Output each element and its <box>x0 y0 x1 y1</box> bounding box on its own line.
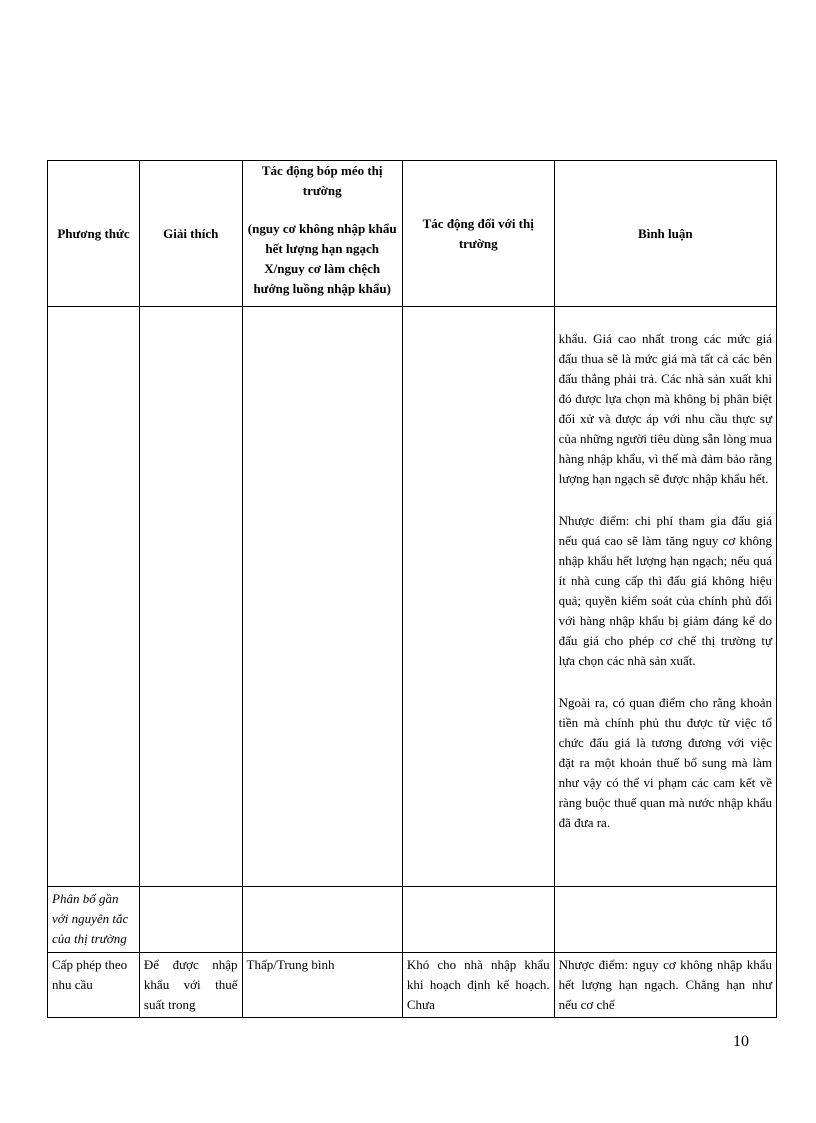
section-empty-cell <box>402 887 554 953</box>
continued-explanation-cell <box>139 307 242 887</box>
continued-distortion-cell <box>242 307 402 887</box>
last-explanation-cell: Để được nhập khẩu với thuế suất trong <box>139 953 242 1018</box>
header-distortion-title: Tác động bóp méo thị trường <box>261 163 383 198</box>
continued-market-impact-cell <box>402 307 554 887</box>
last-market-impact-cell: Khó cho nhà nhập khẩu khi hoạch định kế hoạch. Chưa <box>402 953 554 1018</box>
header-row <box>48 161 777 307</box>
header-method: Phương thức <box>48 161 140 307</box>
section-empty-cell <box>139 887 242 953</box>
section-empty-cell <box>242 887 402 953</box>
continued-row <box>48 307 777 887</box>
section-empty-cell <box>554 887 776 953</box>
section-row <box>48 887 777 953</box>
page-number: 10 <box>733 1033 749 1050</box>
policy-table <box>47 160 777 1018</box>
header-distortion <box>242 161 402 307</box>
continued-comment-cell <box>554 307 776 887</box>
header-comment: Bình luận <box>554 161 776 307</box>
comment-paragraph: Ngoài ra, có quan điểm cho rằng khoản tiền mà chính phủ thu được từ việc tổ chức đấu giá là tương đương với việc đặt ra một khoản thuế bổ sung mà làm như vậy có thể vi phạm các cam kết về ràng buộc thuế quan mà nước nhập khẩu đã đưa ra. <box>558 695 772 830</box>
header-explanation: Giải thích <box>139 161 242 307</box>
table-row <box>48 953 777 1018</box>
last-comment-cell: Nhược điểm: nguy cơ không nhập khẩu hết lượng hạn ngạch. Chẳng hạn như nếu cơ chế <box>554 953 776 1018</box>
section-label: Phân bổ gần với nguyên tắc của thị trường <box>48 887 140 953</box>
last-method-cell: Cấp phép theo nhu cầu <box>48 953 140 1018</box>
last-distortion-cell: Thấp/Trung bình <box>242 953 402 1018</box>
header-market-impact: Tác động đối với thị trường <box>402 161 554 307</box>
comment-paragraph: khẩu. Giá cao nhất trong các mức giá đấu thua sẽ là mức giá mà tất cả các bên đấu thắng phải trả. Các nhà sản xuất khi đó được lựa chọn mà không bị phân biệt đối xử và được áp với nhu cầu thực sự của những người tiêu dùng sẵn lòng mua hàng nhập khẩu, vì thế mà đảm bảo rằng lượng hạn ngạch sẽ được nhập khẩu hết. <box>558 331 772 486</box>
continued-method-cell <box>48 307 140 887</box>
comment-paragraph: Nhược điểm: chi phí tham gia đấu giá nếu quá cao sẽ làm tăng nguy cơ không nhập khẩu hết lượng hạn ngạch; nếu quá ít nhà cung cấp thì đấu giá không hiệu quả; quyền kiểm soát của chính phủ đối với hàng nhập khẩu bị giảm đáng kể do đấu giá cho phép cơ chế thị trường tự lựa chọn các nhà sản xuất. <box>558 513 772 668</box>
header-distortion-note: (nguy cơ không nhập khẩu hết lượng hạn ngạch X/nguy cơ làm chệch hướng luồng nhập khẩu) <box>247 221 397 296</box>
